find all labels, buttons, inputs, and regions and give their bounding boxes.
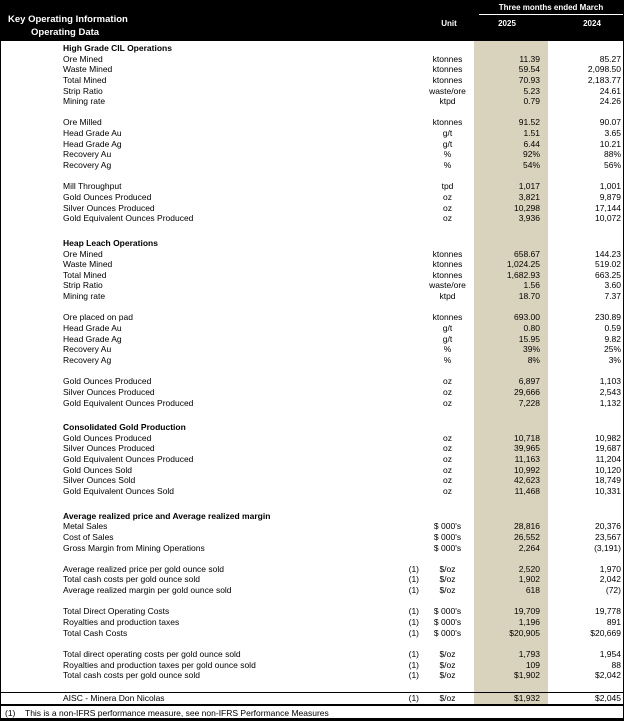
table-row: [1, 564, 624, 575]
row-label: Total cash costs per gold ounce sold: [63, 574, 201, 585]
row-unit: waste/ore: [429, 85, 466, 96]
table-row: [1, 670, 624, 681]
table-row: [1, 606, 624, 617]
spacer-row: [1, 681, 624, 692]
row-label: Recovery Ag: [63, 354, 112, 365]
value-2025: 3,821: [518, 191, 540, 202]
row-label: Mining rate: [63, 291, 106, 302]
value-2024: 11,204: [595, 454, 621, 465]
row-unit: ktpd: [439, 96, 456, 107]
row-label: Heap Leach Operations: [63, 237, 158, 248]
row-unit: ktonnes: [432, 74, 463, 85]
value-2024: 10.21: [599, 138, 621, 149]
footnote-marker: (1): [5, 708, 16, 718]
row-note: (1): [408, 606, 419, 617]
row-unit: oz: [443, 191, 452, 202]
row-unit: $ 000's: [433, 542, 462, 553]
row-label: Silver Ounces Produced: [63, 386, 155, 397]
value-2024: 7.37: [604, 291, 621, 302]
row-label: Gold Ounces Produced: [63, 191, 152, 202]
value-2025: 28,816: [514, 521, 540, 532]
value-2025: 6.44: [523, 138, 540, 149]
value-2025: $20,905: [509, 627, 540, 638]
value-2024: 3%: [608, 354, 621, 365]
value-2024: 144.23: [595, 248, 621, 259]
value-2025: 19,709: [514, 606, 540, 617]
value-2024: 90.07: [599, 117, 621, 128]
table-row: [1, 454, 624, 465]
row-label: Total cash costs per gold ounce sold: [63, 670, 201, 681]
table-row: [1, 355, 624, 366]
value-2024: 3.65: [604, 128, 621, 139]
spacer-row: [1, 408, 624, 422]
footnote: [1, 704, 623, 720]
value-2025: 26,552: [514, 531, 540, 542]
value-2024: 10,072: [595, 213, 621, 224]
table-row: [1, 280, 624, 291]
value-2024: $2,042: [595, 670, 621, 681]
table-row: [1, 75, 624, 86]
section-title-row: [1, 238, 624, 249]
value-2025: 91.52: [518, 117, 540, 128]
row-note: (1): [408, 659, 419, 670]
value-2024: 18,749: [595, 475, 621, 486]
row-note: (1): [408, 617, 419, 628]
value-2024: 2,543: [599, 386, 621, 397]
value-2025: 2,264: [518, 542, 540, 553]
value-2025: 11,163: [514, 454, 540, 465]
value-2024: 10,120: [595, 464, 621, 475]
value-2025: 1,017: [518, 181, 540, 192]
table-row: [1, 376, 624, 387]
row-unit: ktpd: [439, 291, 456, 302]
row-note: (1): [408, 585, 419, 596]
value-2025: 6,897: [518, 376, 540, 387]
row-label: High Grade CIL Operations: [63, 43, 172, 53]
spacer-row: [1, 366, 624, 377]
table-row: [1, 532, 624, 543]
row-unit: $ 000's: [433, 531, 462, 542]
footnote-text: This is a non-IFRS performance measure, see non-IFRS Performance Measures: [25, 708, 329, 718]
row-label: Royalties and production taxes: [63, 617, 180, 628]
row-unit: $/oz: [439, 585, 456, 596]
value-2025: 618: [525, 585, 540, 596]
value-2025: 29,666: [514, 386, 540, 397]
row-label: Consolidated Gold Production: [63, 422, 186, 433]
column-header-2025: 2025: [498, 19, 516, 28]
row-unit: %: [443, 344, 452, 355]
row-unit: ktonnes: [432, 53, 463, 64]
row-unit: oz: [443, 443, 452, 454]
value-2024: 19,687: [595, 443, 621, 454]
row-label: Total Cash Costs: [63, 627, 128, 638]
row-label: Head Grade Au: [63, 128, 122, 139]
table-row: [1, 398, 624, 409]
value-2024: $2,045: [595, 692, 621, 703]
table-row: [1, 203, 624, 214]
value-2024: 2,183.77: [587, 74, 621, 85]
table-row: [1, 387, 624, 398]
section-title-row: [1, 511, 624, 522]
value-2025: 10,298: [514, 202, 540, 213]
page-title: Key Operating Information: [8, 14, 128, 25]
row-label: Gold Equivalent Ounces Sold: [63, 485, 175, 496]
value-2024: 2,042: [599, 574, 621, 585]
value-2025: 693.00: [514, 312, 540, 323]
row-label: Gold Ounces Sold: [63, 464, 132, 475]
value-2025: 0.79: [523, 96, 540, 107]
row-label: Total Direct Operating Costs: [63, 606, 170, 617]
value-2024: 20,376: [595, 521, 621, 532]
table-row: [1, 249, 624, 260]
table-row: [1, 574, 624, 585]
row-note: (1): [408, 627, 419, 638]
value-2025: 2,520: [518, 563, 540, 574]
table-row: [1, 270, 624, 281]
row-label: Gold Equivalent Ounces Produced: [63, 213, 194, 224]
table-row: [1, 181, 624, 192]
row-unit: g/t: [442, 333, 453, 344]
row-unit: %: [443, 149, 452, 160]
row-unit: g/t: [442, 128, 453, 139]
row-label: Ore Mined: [63, 248, 103, 259]
table-row: [1, 149, 624, 160]
table-header: [1, 1, 623, 41]
table-row: [1, 160, 624, 171]
row-label: Gold Equivalent Ounces Produced: [63, 397, 194, 408]
row-label: Recovery Ag: [63, 160, 112, 171]
table-row: [1, 259, 624, 270]
spacer-row: [1, 224, 624, 238]
row-unit: $/oz: [439, 574, 456, 585]
row-unit: g/t: [442, 138, 453, 149]
value-2024: 9,879: [599, 191, 621, 202]
value-2024: 23,567: [595, 531, 621, 542]
row-label: Strip Ratio: [63, 280, 103, 291]
row-label: Gross Margin from Mining Operations: [63, 542, 205, 553]
table-row: [1, 54, 624, 65]
value-2024: 663.25: [595, 269, 621, 280]
table-body: [1, 43, 624, 702]
row-unit: $/oz: [439, 670, 456, 681]
row-unit: $ 000's: [433, 521, 462, 532]
value-2025: 59.54: [518, 64, 540, 75]
value-2025: 109: [525, 659, 540, 670]
spacer-row: [1, 596, 624, 607]
row-unit: $/oz: [439, 648, 456, 659]
row-unit: $/oz: [439, 692, 456, 703]
row-unit: oz: [443, 386, 452, 397]
value-2025: 0.80: [523, 323, 540, 334]
row-label: Gold Equivalent Ounces Produced: [63, 454, 194, 465]
row-label: Total Mined: [63, 74, 107, 85]
row-unit: $ 000's: [433, 617, 462, 628]
value-2024: 88: [611, 659, 621, 670]
value-2024: 19,778: [595, 606, 621, 617]
value-2024: 10,331: [595, 485, 621, 496]
table-row: [1, 213, 624, 224]
table-row: [1, 192, 624, 203]
spacer-row: [1, 638, 624, 649]
row-unit: $ 000's: [433, 627, 462, 638]
table-row: [1, 660, 624, 671]
table-row: [1, 617, 624, 628]
row-note: (1): [408, 670, 419, 681]
value-2025: 39,965: [514, 443, 540, 454]
value-2025: 11.39: [519, 53, 540, 64]
value-2025: 8%: [527, 354, 540, 365]
row-label: Head Grade Au: [63, 323, 122, 334]
table-row: [1, 323, 624, 334]
row-unit: ktonnes: [432, 269, 463, 280]
table-row: [1, 291, 624, 302]
table-row: [1, 649, 624, 660]
spacer-row: [1, 107, 624, 118]
value-2024: 85.27: [599, 53, 621, 64]
row-unit: ktonnes: [432, 259, 463, 270]
row-unit: oz: [443, 213, 452, 224]
row-label: Recovery Au: [63, 149, 112, 160]
value-2025: 1,196: [518, 617, 540, 628]
row-label: Waste Mined: [63, 259, 113, 270]
value-2024: 56%: [603, 160, 621, 171]
row-unit: $ 000's: [433, 606, 462, 617]
row-label: Mining rate: [63, 96, 106, 107]
row-label: Gold Ounces Produced: [63, 376, 152, 387]
value-2025: 10,992: [514, 464, 540, 475]
row-label: Average realized price and Average realized margin: [63, 510, 271, 521]
value-2024: 10,982: [595, 432, 621, 443]
value-2024: 891: [606, 617, 621, 628]
table-row: [1, 475, 624, 486]
section-title-row: [1, 422, 624, 433]
period-underline: [479, 14, 623, 15]
value-2024: 0.59: [604, 323, 621, 334]
table-row: [1, 86, 624, 97]
value-2024: 230.89: [595, 312, 621, 323]
value-2024: 24.26: [599, 96, 621, 107]
value-2024: (3,191): [594, 542, 621, 553]
table-row: [1, 96, 624, 107]
value-2025: 92%: [522, 149, 540, 160]
value-2025: 7,228: [518, 397, 540, 408]
period-label: Three months ended March: [498, 3, 604, 12]
value-2024: 3.60: [604, 280, 621, 291]
section-title-row: [1, 43, 624, 54]
row-unit: oz: [443, 475, 452, 486]
row-unit: oz: [443, 376, 452, 387]
table-row: [1, 628, 624, 639]
spacer-row: [1, 171, 624, 182]
row-unit: %: [443, 354, 452, 365]
row-unit: ktonnes: [432, 117, 463, 128]
value-2025: 658.67: [514, 248, 540, 259]
table-row: [1, 312, 624, 323]
table-row: [1, 443, 624, 454]
value-2024: 1,970: [599, 563, 621, 574]
row-unit: waste/ore: [429, 280, 466, 291]
value-2025: 18.70: [518, 291, 540, 302]
table-row: [1, 433, 624, 444]
row-label: Gold Ounces Produced: [63, 432, 152, 443]
row-note: (1): [408, 574, 419, 585]
row-label: Ore placed on pad: [63, 312, 133, 323]
table-row: [1, 334, 624, 345]
row-label: Total direct operating costs per gold ounce sold: [63, 648, 241, 659]
value-2024: 88%: [603, 149, 621, 160]
row-unit: oz: [443, 202, 452, 213]
row-label: Mill Throughput: [63, 181, 122, 192]
row-label: Royalties and production taxes per gold ounce sold: [63, 659, 256, 670]
value-2025: 10,718: [514, 432, 540, 443]
row-unit: oz: [443, 454, 452, 465]
row-label: Head Grade Ag: [63, 333, 122, 344]
value-2025: 54%: [522, 160, 540, 171]
value-2025: 5.23: [523, 85, 540, 96]
row-label: Average realized margin per gold ounce sold: [63, 585, 232, 596]
row-unit: g/t: [442, 323, 453, 334]
row-unit: ktonnes: [432, 248, 463, 259]
value-2025: 1.56: [523, 280, 540, 291]
value-2024: 24.61: [599, 85, 621, 96]
value-2024: $20,669: [590, 627, 621, 638]
value-2024: 1,132: [599, 397, 621, 408]
row-note: (1): [408, 563, 419, 574]
row-label: Head Grade Ag: [63, 138, 122, 149]
value-2025: 11,468: [514, 485, 540, 496]
table-row: [1, 486, 624, 497]
value-2024: 17,144: [595, 202, 621, 213]
spacer-row: [1, 302, 624, 313]
table-row: [1, 139, 624, 150]
row-unit: $/oz: [439, 659, 456, 670]
unit-column-header: Unit: [441, 19, 457, 28]
row-label: Silver Ounces Produced: [63, 202, 155, 213]
table-row: [1, 585, 624, 596]
value-2025: 1.51: [523, 128, 540, 139]
value-2024: 1,001: [599, 181, 621, 192]
value-2024: 9.82: [604, 333, 621, 344]
table-row: [1, 344, 624, 355]
row-unit: oz: [443, 464, 452, 475]
row-label: Recovery Au: [63, 344, 112, 355]
row-unit: ktonnes: [432, 312, 463, 323]
row-label: Strip Ratio: [63, 85, 103, 96]
row-label: Silver Ounces Sold: [63, 475, 136, 486]
row-label: Ore Mined: [63, 53, 103, 64]
row-label: Silver Ounces Produced: [63, 443, 155, 454]
table-row: [1, 128, 624, 139]
row-unit: tpd: [441, 181, 454, 192]
value-2025: 39%: [522, 344, 540, 355]
value-2025: $1,932: [514, 692, 540, 703]
table-row: [1, 692, 624, 703]
row-unit: $/oz: [439, 563, 456, 574]
column-header-2024: 2024: [583, 19, 601, 28]
row-unit: oz: [443, 397, 452, 408]
value-2024: 1,103: [599, 376, 621, 387]
value-2024: 2,098.50: [587, 64, 621, 75]
value-2025: 15.95: [518, 333, 540, 344]
value-2025: 3,936: [518, 213, 540, 224]
row-unit: ktonnes: [432, 64, 463, 75]
table-row: [1, 543, 624, 554]
row-label: Cost of Sales: [63, 531, 114, 542]
row-label: Total Mined: [63, 269, 107, 280]
value-2024: 519.02: [595, 259, 621, 270]
row-note: (1): [408, 648, 419, 659]
value-2024: 25%: [603, 344, 621, 355]
row-label: Waste Mined: [63, 64, 113, 75]
row-label: AISC - Minera Don Nicolas: [63, 692, 165, 703]
value-2025: 1,024.25: [506, 259, 540, 270]
row-label: Metal Sales: [63, 521, 108, 532]
table-row: [1, 64, 624, 75]
table-row: [1, 521, 624, 532]
row-label: Ore Milled: [63, 117, 102, 128]
row-unit: oz: [443, 485, 452, 496]
value-2025: 70.93: [518, 74, 540, 85]
value-2025: 1,902: [518, 574, 540, 585]
row-unit: oz: [443, 432, 452, 443]
value-2025: $1,902: [514, 670, 540, 681]
table-row: [1, 465, 624, 476]
section-subtitle: Operating Data: [31, 27, 100, 38]
row-unit: %: [443, 160, 452, 171]
value-2025: 1,682.93: [506, 269, 540, 280]
value-2025: 42,623: [514, 475, 540, 486]
table-row: [1, 117, 624, 128]
spacer-row: [1, 553, 624, 564]
spacer-row: [1, 497, 624, 511]
row-note: (1): [408, 692, 419, 703]
value-2025: 1,793: [518, 648, 540, 659]
value-2024: (72): [605, 585, 621, 596]
row-label: Average realized price per gold ounce sold: [63, 563, 224, 574]
value-2024: 1,954: [599, 648, 621, 659]
